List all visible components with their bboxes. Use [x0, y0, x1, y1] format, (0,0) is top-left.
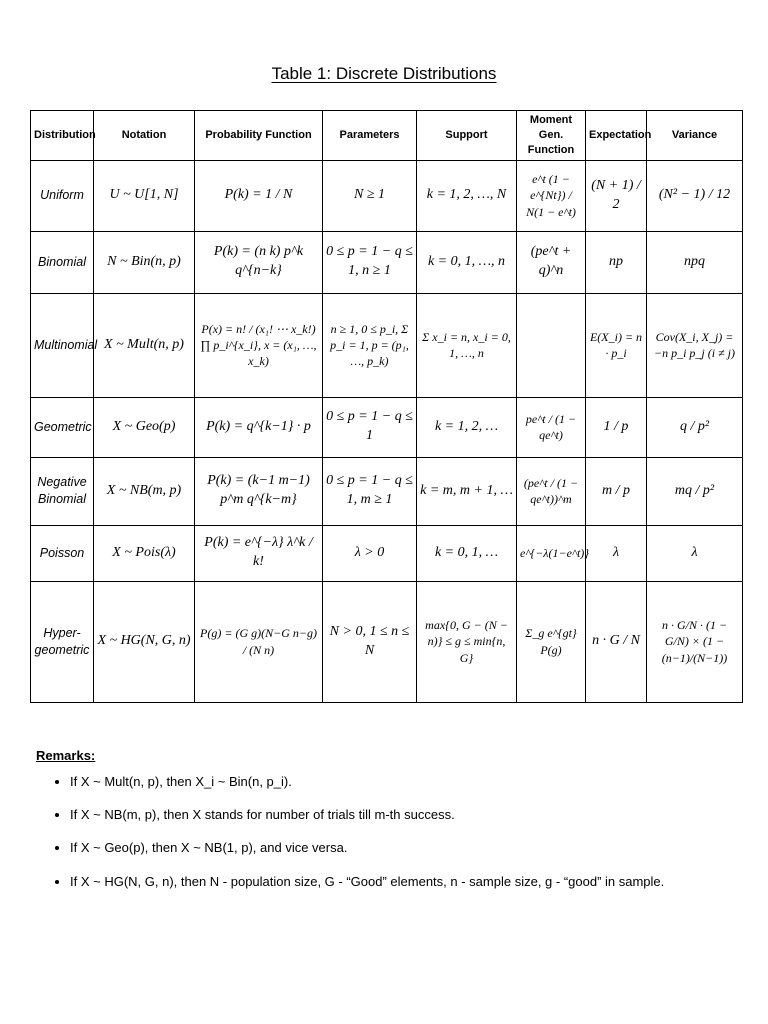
parameters-cell: N > 0, 1 ≤ n ≤ N [323, 581, 417, 702]
notation-cell: X ~ Pois(λ) [94, 525, 195, 581]
header-support: Support [417, 111, 517, 161]
mgf-cell: Σ_g e^{gt} P(g) [517, 581, 586, 702]
probability-function-cell: P(k) = q^{k−1} · p [195, 397, 323, 457]
header-expectation: Expectation [586, 111, 647, 161]
remarks-list [36, 773, 736, 891]
table-row [31, 457, 743, 525]
variance-cell: mq / p² [647, 457, 743, 525]
variance-cell: q / p² [647, 397, 743, 457]
mgf-cell [517, 293, 586, 397]
notation-cell: N ~ Bin(n, p) [94, 231, 195, 293]
support-cell: k = 1, 2, …, N [417, 160, 517, 231]
parameters-cell: 0 ≤ p = 1 − q ≤ 1 [323, 397, 417, 457]
parameters-cell: λ > 0 [323, 525, 417, 581]
distribution-name: Hyper-geometric [31, 581, 94, 702]
variance-cell: Cov(X_i, X_j) = −n p_i p_j (i ≠ j) [647, 293, 743, 397]
mgf-cell: e^t (1 − e^{Nt}) / N(1 − e^t) [517, 160, 586, 231]
support-cell: max{0, G − (N − n)} ≤ g ≤ min{n, G} [417, 581, 517, 702]
parameters-cell: n ≥ 1, 0 ≤ p_i, Σ p_i = 1, p = (p₁, …, p_k) [323, 293, 417, 397]
mgf-cell: (pe^t + q)^n [517, 231, 586, 293]
table-row [31, 525, 743, 581]
notation-cell: X ~ HG(N, G, n) [94, 581, 195, 702]
distribution-name: Poisson [31, 525, 94, 581]
table-row [31, 581, 743, 702]
notation-cell: U ~ U[1, N] [94, 160, 195, 231]
probability-function-cell: P(k) = 1 / N [195, 160, 323, 231]
header-probability-function: Probability Function [195, 111, 323, 161]
header-notation: Notation [94, 111, 195, 161]
remarks-title: Remarks: [36, 748, 96, 763]
distribution-name: Binomial [31, 231, 94, 293]
notation-cell: X ~ Geo(p) [94, 397, 195, 457]
mgf-cell: (pe^t / (1 − qe^t))^m [517, 457, 586, 525]
support-cell: k = m, m + 1, … [417, 457, 517, 525]
expectation-cell: (N + 1) / 2 [586, 160, 647, 231]
support-cell: Σ x_i = n, x_i = 0, 1, …, n [417, 293, 517, 397]
variance-cell: (N² − 1) / 12 [647, 160, 743, 231]
probability-function-cell: P(k) = (n k) p^k q^{n−k} [195, 231, 323, 293]
distribution-name: Uniform [31, 160, 94, 231]
table-row [31, 160, 743, 231]
probability-function-cell: P(x) = n! / (x₁! ⋯ x_k!) ∏ p_i^{x_i}, x = (x₁, …, x_k) [195, 293, 323, 397]
list-item: • If X ~ HG(N, G, n), then N - population size, G - “Good” elements, n - sample size, g - “good” in sample. [70, 873, 736, 891]
distributions-table [30, 110, 743, 703]
page-title: Table 1: Discrete Distributions [271, 64, 497, 83]
notation-cell: X ~ Mult(n, p) [94, 293, 195, 397]
expectation-cell: λ [586, 525, 647, 581]
header-parameters: Parameters [323, 111, 417, 161]
support-cell: k = 1, 2, … [417, 397, 517, 457]
expectation-cell: 1 / p [586, 397, 647, 457]
probability-function-cell: P(k) = (k−1 m−1) p^m q^{k−m} [195, 457, 323, 525]
probability-function-cell: P(g) = (G g)(N−G n−g) / (N n) [195, 581, 323, 702]
table-row [31, 231, 743, 293]
expectation-cell: np [586, 231, 647, 293]
expectation-cell: n · G / N [586, 581, 647, 702]
mgf-cell: e^{−λ(1−e^t)} [517, 525, 586, 581]
variance-cell: n · G/N · (1 − G/N) × (1 − (n−1)/(N−1)) [647, 581, 743, 702]
distribution-name: Geometric [31, 397, 94, 457]
mgf-cell: pe^t / (1 − qe^t) [517, 397, 586, 457]
parameters-cell: 0 ≤ p = 1 − q ≤ 1, n ≥ 1 [323, 231, 417, 293]
variance-cell: λ [647, 525, 743, 581]
distribution-name: Multinomial [31, 293, 94, 397]
parameters-cell: N ≥ 1 [323, 160, 417, 231]
variance-cell: npq [647, 231, 743, 293]
table-row [31, 293, 743, 397]
header-distribution: Distribution [31, 111, 94, 161]
expectation-cell: m / p [586, 457, 647, 525]
probability-function-cell: P(k) = e^{−λ} λ^k / k! [195, 525, 323, 581]
header-mgf: Moment Gen. Function [517, 111, 586, 161]
list-item: • If X ~ Geo(p), then X ~ NB(1, p), and vice versa. [70, 839, 736, 857]
list-item: • If X ~ NB(m, p), then X stands for number of trials till m-th success. [70, 806, 736, 824]
notation-cell: X ~ NB(m, p) [94, 457, 195, 525]
header-row [31, 111, 743, 161]
header-variance: Variance [647, 111, 743, 161]
parameters-cell: 0 ≤ p = 1 − q ≤ 1, m ≥ 1 [323, 457, 417, 525]
distribution-name: Negative Binomial [31, 457, 94, 525]
remarks-section [36, 748, 736, 906]
list-item: • If X ~ Mult(n, p), then X_i ~ Bin(n, p_i). [70, 773, 736, 791]
expectation-cell: E(X_i) = n · p_i [586, 293, 647, 397]
support-cell: k = 0, 1, … [417, 525, 517, 581]
support-cell: k = 0, 1, …, n [417, 231, 517, 293]
table-row [31, 397, 743, 457]
